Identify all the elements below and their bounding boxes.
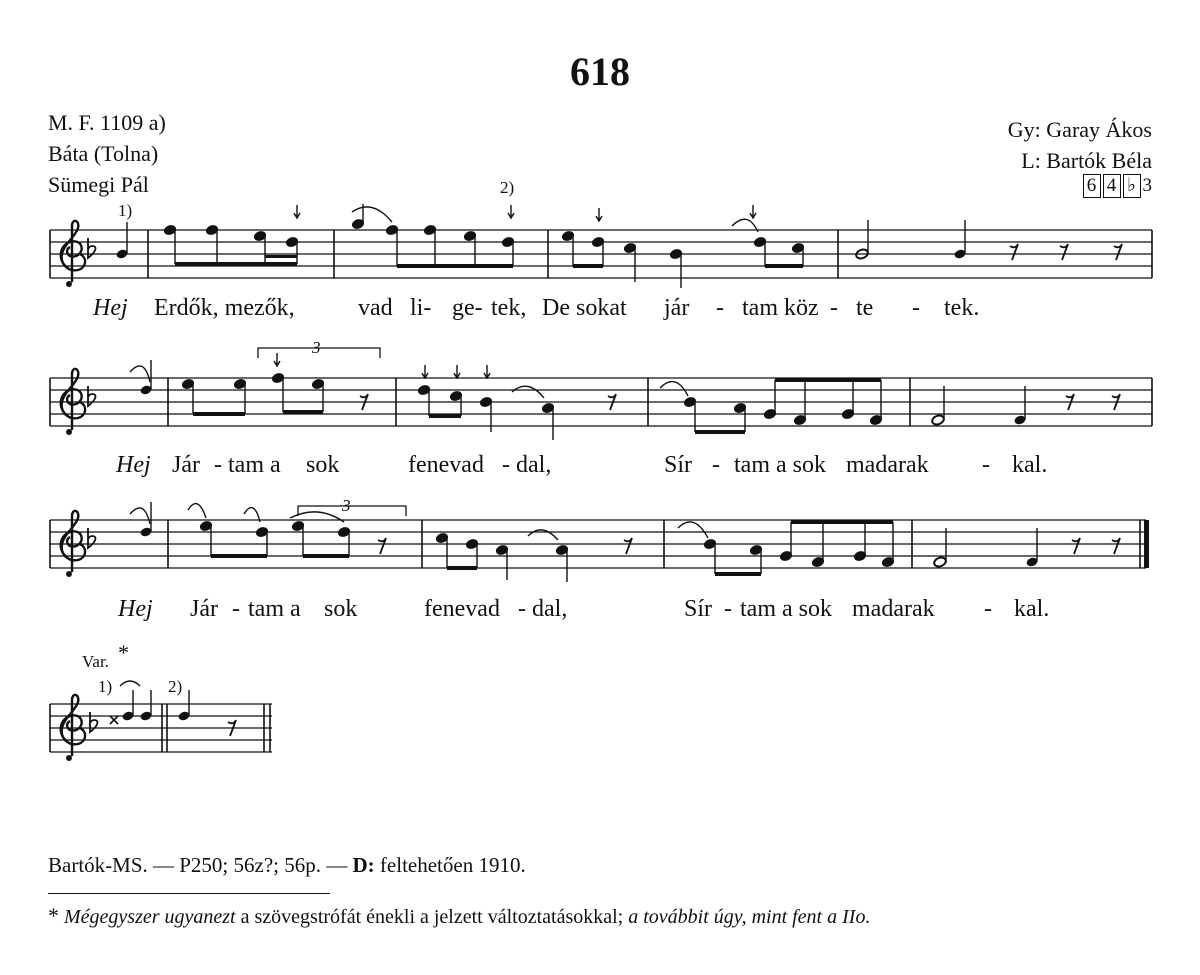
collector-credit: Gy: Garay Ákos [1007,117,1152,142]
lyric-1-syl-10: - [830,295,838,321]
lyric-1-syl-8: - [716,295,724,321]
lyric-3-syl-7: dal, [532,596,568,622]
singer-name: Sümegi Pál [48,172,149,197]
lyric-1-syl-11: te [856,295,874,321]
date-value: feltehetően 1910. [379,853,526,877]
transcriber-credit: L: Bartók Béla [1021,148,1152,173]
lyric-2-syl-1: Jár [172,452,200,478]
footnote-divider [48,893,330,894]
lyric-3-syl-1: Jár [190,596,218,622]
lyric-2-syl-7: dal, [516,452,552,478]
lyric-3-syl-4: sok [324,596,358,622]
lyric-2-syl-8: Sír [664,452,693,478]
lyric-2-syl-10: tam a sok [734,452,826,478]
lyric-3-syl-12: - [984,596,992,622]
lyric-1-syl-12: - [912,295,920,321]
variant-staff [50,681,272,761]
class-box-3: ♭ [1123,174,1141,198]
variant-marker-2: 2) [168,677,183,696]
lyric-1-syl-6: De sokat [542,295,627,321]
page-number: 618 [570,49,630,94]
source-references [48,853,526,878]
triplet-mark-system-3: 3 [342,496,351,515]
lyric-3-syl-3: tam a [248,596,301,622]
footnote [48,903,870,929]
lyric-3-prefix: Hej [118,596,153,622]
lyric-1-syl-13: tek. [944,295,980,321]
lyric-1-prefix: Hej [93,295,128,321]
class-box-1: 6 [1083,174,1101,198]
footnote-text-1: a szövegstrófát énekli a jelzett változtatásokkal; [240,906,624,928]
source-list: Bartók-MS. — P250; 56z?; 56p. — [48,853,348,877]
lyric-1-syl-4: ge- [452,295,483,321]
class-box-2: 4 [1103,174,1121,198]
lyric-2-syl-4: sok [306,452,340,478]
staff-system-3 [50,502,1149,582]
marker-2-system-1: 2) [500,178,515,197]
variant-label: Var. [82,652,109,671]
variant-marker-1: 1) [98,677,113,696]
lyric-3-syl-5: fenevad [424,596,500,622]
lyric-1-syl-9: tam köz [742,295,819,321]
lyric-3-syl-11: madarak [852,596,935,622]
staff-system-2 [50,348,1152,440]
lyric-2-syl-11: madarak [846,452,929,478]
collection-id: M. F. 1109 a) [48,110,166,135]
footnote-italic-2: a továbbit úgy, mint fent a IIo. [628,906,871,928]
lyric-1-syl-3: li- [410,295,432,321]
lyric-3-syl-9: - [724,596,732,622]
date-label: D: [352,853,375,877]
lyric-2-syl-6: - [502,452,510,478]
marker-1-system-1: 1) [118,201,133,220]
lyric-2-syl-13: kal. [1012,452,1048,478]
footnote-italic-1: Mégegyszer ugyanezt [64,906,236,928]
lyric-2-syl-12: - [982,452,990,478]
variant-star: * [118,640,129,665]
footnote-star: * [48,903,59,928]
lyric-3-syl-2: - [232,596,240,622]
lyric-2-syl-5: fenevad [408,452,484,478]
lyric-2-syl-2: - [214,452,222,478]
lyric-2-syl-3: tam a [228,452,281,478]
collection-place: Báta (Tolna) [48,141,159,166]
lyric-3-syl-6: - [518,596,526,622]
lyric-1-syl-7: jár [664,295,690,321]
class-value-4: 3 [1142,175,1152,196]
lyric-2-prefix: Hej [116,452,151,478]
lyric-1-syl-1: Erdők, mezők, [154,295,295,321]
lyric-3-syl-8: Sír [684,596,713,622]
triplet-mark-system-2: 3 [312,338,321,357]
lyric-1-syl-2: vad [358,295,393,321]
lyric-3-syl-10: tam a sok [740,596,832,622]
staff-system-1 [50,204,1152,288]
lyric-2-syl-9: - [712,452,720,478]
lyric-1-syl-5: tek, [491,295,527,321]
lyric-3-syl-13: kal. [1014,596,1050,622]
